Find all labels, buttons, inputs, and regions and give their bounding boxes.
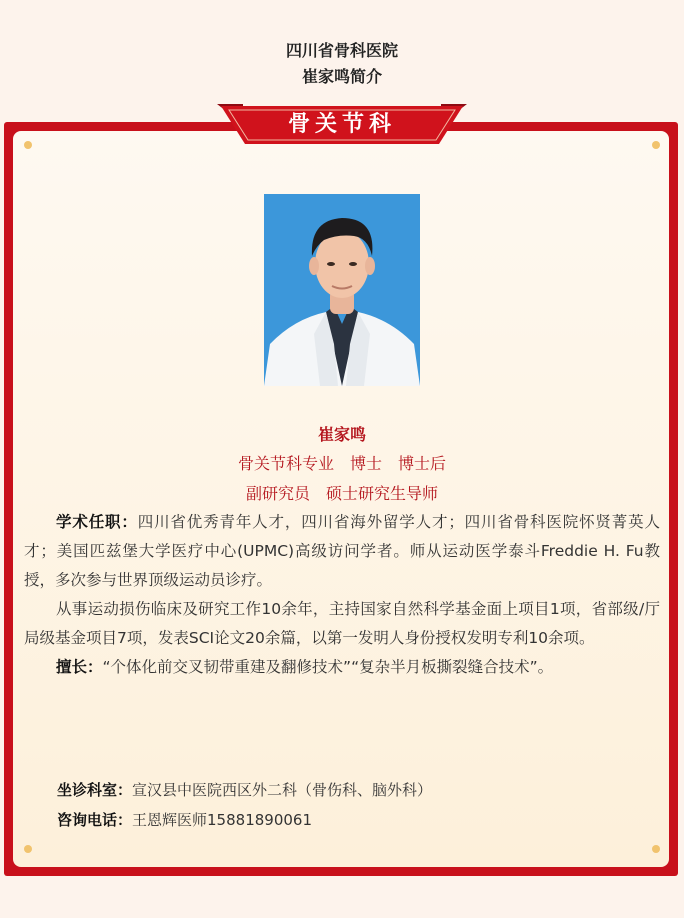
doctor-name: 崔家鸣 xyxy=(317,425,366,444)
clinic-room-label: 坐诊科室： xyxy=(57,781,133,799)
corner-dot xyxy=(24,845,32,853)
bio-section xyxy=(24,508,660,682)
academic-positions-label: 学术任职： xyxy=(56,513,138,531)
corner-dot xyxy=(652,845,660,853)
clinic-room-row xyxy=(57,779,432,801)
research-paragraph xyxy=(24,595,660,653)
academic-positions-text: 四川省优秀青年人才，四川省海外留学人才；四川省骨科医院怀贤菁英人才；美国匹兹堡大学医疗中心(UPMC)高级访问学者。师从运动医学泰斗Freddie H. Fu教授，多次参与世界顶级运动员诊疗。 xyxy=(24,513,660,589)
research-text: 从事运动损伤临床及研究工作10余年，主持国家自然科学基金面上项目1项，省部级/厅局级基金项目7项，发表SCI论文20余篇，以第一发明人身份授权发明专利10余项。 xyxy=(24,600,660,647)
corner-dot xyxy=(24,141,32,149)
hospital-title: 四川省骨科医院 xyxy=(285,41,398,60)
consult-phone-row xyxy=(57,809,312,831)
expertise-text: “个体化前交叉韧带重建及翻修技术”“复杂半月板撕裂缝合技术”。 xyxy=(102,658,554,676)
expertise-paragraph xyxy=(24,653,660,682)
consult-phone-label: 咨询电话： xyxy=(57,811,133,829)
doctor-specialty: 骨关节科专业 博士 博士后 xyxy=(237,454,446,473)
consult-phone-value: 王恩辉医师15881890061 xyxy=(132,811,312,829)
doctor-title: 副研究员 硕士研究生导师 xyxy=(245,484,438,503)
expertise-label: 擅长： xyxy=(56,658,103,676)
doctor-photo xyxy=(264,194,420,386)
clinic-room-value: 宣汉县中医院西区外二科（骨伤科、脑外科） xyxy=(132,781,433,799)
academic-positions-paragraph xyxy=(24,508,660,595)
profile-title: 崔家鸣简介 xyxy=(301,67,382,86)
department-label: 骨关节科 xyxy=(287,112,396,137)
page-header xyxy=(0,38,684,90)
department-banner xyxy=(217,104,467,148)
corner-dot xyxy=(652,141,660,149)
